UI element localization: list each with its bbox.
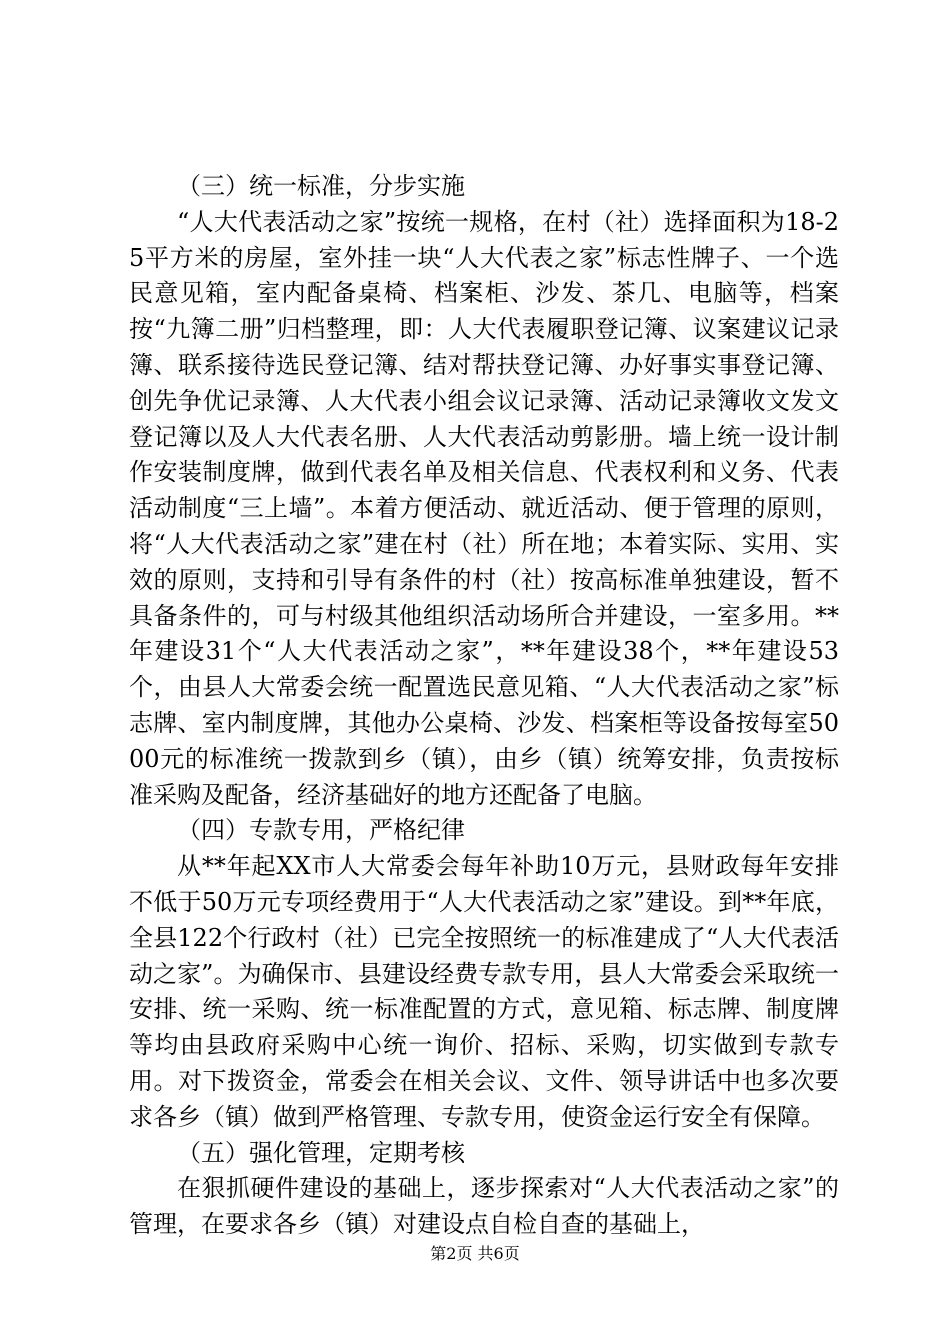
- page-footer: 第2页 共6页: [430, 1244, 520, 1263]
- paragraph: 在狠抓硬件建设的基础上，逐步探索对“人大代表活动之家”的管理，在要求各乡（镇）对建设点自检自查的基础上，: [129, 1174, 839, 1239]
- paragraph: 从**年起XX市人大常委会每年补助10万元，县财政每年安排不低于50万元专项经费用于“人大代表活动之家”建设。到**年底，全县122个行政村（社）已完全按照统一的标准建成了“人大代表活动之家”。为确保市、县建设经费专款专用，县人大常委会采取统一安排、统一采购、统一标准配置的方式，意见箱、标志牌、制度牌等均由县政府采购中心统一询价、招标、采购，切实做到专款专用。对下拨资金，常委会在相关会议、文件、领导讲话中也多次要求各乡（镇）做到严格管理、专款专用，使资金运行安全有保障。: [129, 852, 839, 1131]
- section-heading-5: （五）强化管理，定期考核: [177, 1138, 465, 1167]
- paragraph: “人大代表活动之家”按统一规格，在村（社）选择面积为18-25平方米的房屋，室外挂一块“人大代表之家”标志性牌子、一个选民意见箱，室内配备桌椅、档案柜、沙发、茶几、电脑等，档案按“九簿二册”归档整理，即：人大代表履职登记簿、议案建议记录簿、联系接待选民登记簿、结对帮扶登记簿、办好事实事登记簿、创先争优记录簿、人大代表小组会议记录簿、活动记录簿收文发文登记簿以及人大代表名册、人大代表活动剪影册。墙上统一设计制作安装制度牌，做到代表名单及相关信息、代表权利和义务、代表活动制度“三上墙”。本着方便活动、就近活动、便于管理的原则，将“人大代表活动之家”建在村（社）所在地；本着实际、实用、实效的原则，支持和引导有条件的村（社）按高标准单独建设，暂不具备条件的，可与村级其他组织活动场所合并建设，一室多用。**年建设31个“人大代表活动之家”，**年建设38个，**年建设53个，由县人大常委会统一配置选民意见箱、“人大代表活动之家”标志牌、室内制度牌，其他办公桌椅、沙发、档案柜等设备按每室5000元的标准统一拨款到乡（镇），由乡（镇）统筹安排，负责按标准采购及配备，经济基础好的地方还配备了电脑。: [129, 207, 839, 809]
- section-heading-3: （三）统一标准，分步实施: [177, 172, 465, 200]
- document-body: [129, 169, 839, 1243]
- section-heading-4: （四）专款专用，严格纪律: [177, 816, 465, 845]
